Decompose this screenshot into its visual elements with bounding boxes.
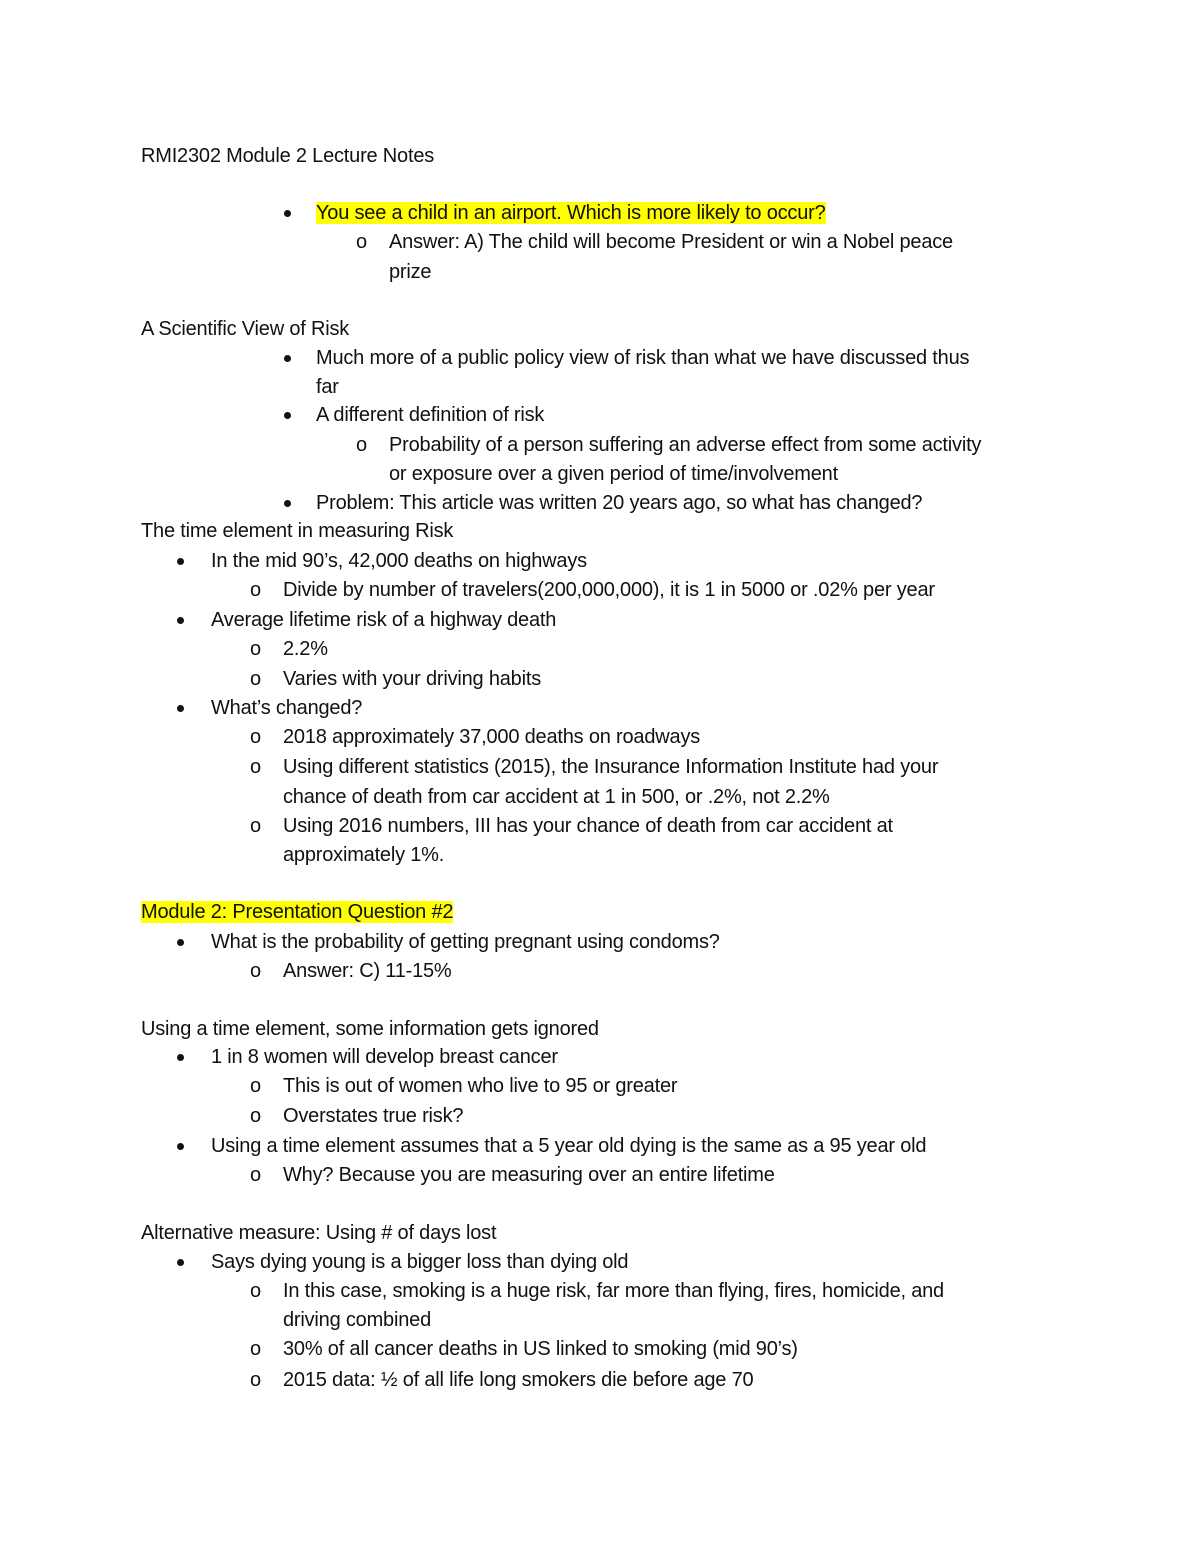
alt-bullet-1-sub-2: 30% of all cancer deaths in US linked to smoking (mid 90’s) [283,1338,798,1360]
sci-bullet-2-sub-line1: Probability of a person suffering an adverse effect from some activity [389,434,982,456]
sub-bullet-icon: o [250,668,262,690]
question-1-bullet [316,199,826,228]
section-heading-ignored-info: Using a time element, some information gets ignored [141,1018,599,1040]
sub-bullet-icon: o [250,960,262,982]
sci-bullet-2-sub-line2: or exposure over a given period of time/involvement [389,463,838,485]
time-bullet-3-sub-3-line1: Using 2016 numbers, III has your chance of death from car accident at [283,815,893,837]
bullet-icon [284,355,291,362]
bullet-icon [177,558,184,565]
sub-bullet-icon: o [250,756,262,778]
sub-bullet-icon: o [250,815,262,837]
time-bullet-2-sub-2: Varies with your driving habits [283,668,541,690]
bullet-icon [284,210,291,217]
sub-bullet-icon: o [250,726,262,748]
q2-bullet-1: What is the probability of getting pregnant using condoms? [211,931,720,953]
question-1-answer-line1: Answer: A) The child will become President or win a Nobel peace [389,231,953,253]
ignored-bullet-2: Using a time element assumes that a 5 year old dying is the same as a 95 year old [211,1135,927,1157]
time-bullet-2-sub-1: 2.2% [283,638,328,660]
section-heading-time-element: The time element in measuring Risk [141,520,454,542]
q2-bullet-1-sub: Answer: C) 11-15% [283,960,452,982]
ignored-bullet-1: 1 in 8 women will develop breast cancer [211,1046,558,1068]
section-heading-alternative-measure: Alternative measure: Using # of days lost [141,1222,497,1244]
document-title: RMI2302 Module 2 Lecture Notes [141,145,435,167]
time-bullet-2: Average lifetime risk of a highway death [211,609,557,631]
alt-bullet-1: Says dying young is a bigger loss than dying old [211,1251,629,1273]
bullet-icon [284,500,291,507]
highlighted-heading-text: Module 2: Presentation Question #2 [141,901,454,923]
ignored-bullet-1-sub-2: Overstates true risk? [283,1105,464,1127]
sub-bullet-icon: o [356,231,368,253]
sub-bullet-icon: o [250,1164,262,1186]
sub-bullet-icon: o [250,638,262,660]
sub-bullet-icon: o [250,1369,262,1391]
sub-bullet-icon: o [250,1280,262,1302]
ignored-bullet-1-sub-1: This is out of women who live to 95 or greater [283,1075,678,1097]
bullet-icon [284,412,291,419]
section-heading-presentation-question [141,898,453,927]
time-bullet-3-sub-1: 2018 approximately 37,000 deaths on roadways [283,726,701,748]
time-bullet-3-sub-3-line2: approximately 1%. [283,844,445,866]
time-bullet-1: In the mid 90’s, 42,000 deaths on highways [211,550,587,572]
time-bullet-3: What’s changed? [211,697,363,719]
bullet-icon [177,705,184,712]
sci-bullet-2: A different definition of risk [316,404,545,426]
time-bullet-3-sub-2-line2: chance of death from car accident at 1 in 500, or .2%, not 2.2% [283,786,830,808]
alt-bullet-1-sub-1-line2: driving combined [283,1309,431,1331]
question-1-answer-line2: prize [389,261,432,283]
sub-bullet-icon: o [250,1075,262,1097]
highlighted-question-text: You see a child in an airport. Which is more likely to occur? [316,202,826,224]
bullet-icon [177,939,184,946]
bullet-icon [177,617,184,624]
bullet-icon [177,1143,184,1150]
bullet-icon [177,1259,184,1266]
alt-bullet-1-sub-1-line1: In this case, smoking is a huge risk, far more than flying, fires, homicide, and [283,1280,944,1302]
sub-bullet-icon: o [356,434,368,456]
sci-bullet-1-line1: Much more of a public policy view of risk than what we have discussed thus [316,347,970,369]
sci-bullet-3: Problem: This article was written 20 years ago, so what has changed? [316,492,923,514]
alt-bullet-1-sub-3: 2015 data: ½ of all life long smokers die before age 70 [283,1369,754,1391]
sci-bullet-1-line2: far [316,376,339,398]
section-heading-scientific-view: A Scientific View of Risk [141,318,350,340]
sub-bullet-icon: o [250,579,262,601]
ignored-bullet-2-sub: Why? Because you are measuring over an entire lifetime [283,1164,775,1186]
sub-bullet-icon: o [250,1105,262,1127]
bullet-icon [177,1054,184,1061]
time-bullet-3-sub-2-line1: Using different statistics (2015), the Insurance Information Institute had your [283,756,939,778]
sub-bullet-icon: o [250,1338,262,1360]
time-bullet-1-sub: Divide by number of travelers(200,000,000), it is 1 in 5000 or .02% per year [283,579,935,601]
